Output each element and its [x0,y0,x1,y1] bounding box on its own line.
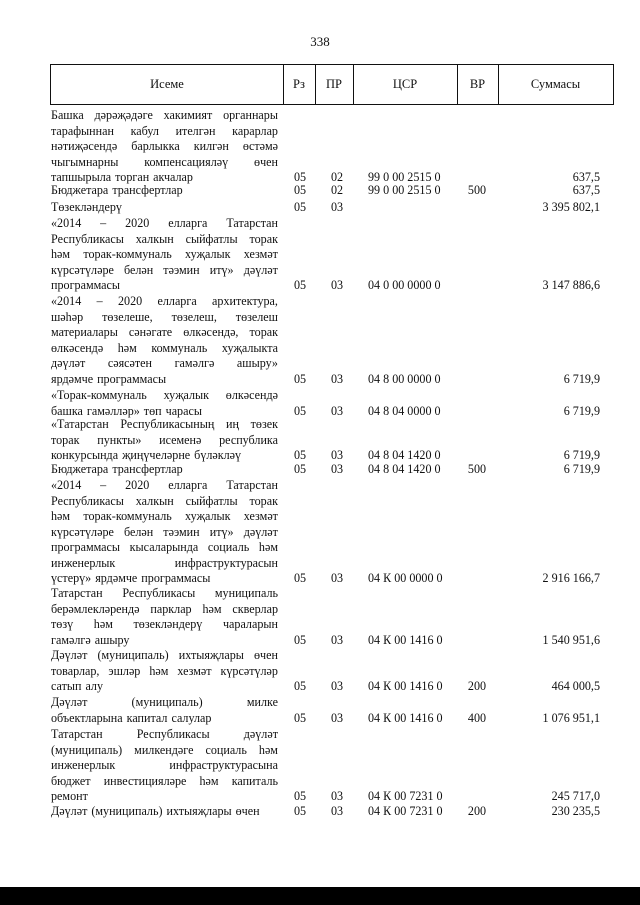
row-name-line: Республикасы халкын сыйфатлы торак [51,493,278,508]
row-name-line: күрсәтүләре белән тәэмин итү» дәүләт [51,524,278,539]
row-name-line: һәм торак-коммуналь хуҗалык хезмәт [51,247,278,261]
row-sum: 6 719,9 [563,462,600,476]
row-name-line: Дәүләт (муниципаль) милке [51,695,278,709]
row-rz: 05 [293,632,307,647]
row-name-line: тапшырыла торган акчалар [51,170,193,184]
row-name-line: (муниципаль) милкендәге социаль һәм [51,742,278,757]
row-name-line: инженерлык инфраструктурасын [51,555,278,570]
header-pr: ПР [326,77,342,91]
row-pr: 03 [330,632,344,647]
row-rz: 05 [293,789,307,803]
row-sum: 6 719,9 [563,371,600,386]
header-vr: ВР [469,77,486,91]
row-sum: 2 916 166,7 [542,571,600,585]
header-csr: ЦСР [392,77,418,91]
row-name [51,586,278,648]
row-name-line: башка гамәлләр» төп чарасы [51,403,202,418]
row-name-line: материалары сәнәгате өлкәсендә, торак [51,325,278,339]
row-vr: 200 [467,679,487,693]
row-name-line: шәһәр төзелеше, төзелеш, төзелеш [51,309,278,324]
row-sum: 3 395 802,1 [542,200,600,214]
row-pr: 03 [330,278,344,292]
row-name-line: Дәүләт (муниципаль) ихтыяҗлары өчен [51,804,260,818]
row-csr: 04 К 00 1416 0 [368,710,443,725]
row-name [51,462,278,478]
row-name-line: конкурсында җиңүчеләрне бүләкләү [51,448,242,462]
header-name: Исеме [150,77,184,91]
row-name [51,216,278,294]
row-rz: 05 [293,371,307,386]
row-name [51,417,278,464]
row-name-line: өлкәсендә һәм коммуналь хуҗалыкта [51,340,278,355]
row-vr: 500 [467,462,487,476]
row-vr: 400 [467,710,487,725]
row-sum: 464 000,5 [551,679,600,693]
row-name-line: ярдәмче программасы [51,371,167,386]
row-name-line: торак пункты» исеменә республика [51,432,278,447]
row-name-line: бюджет инвестицияләре һәм капиталь [51,773,278,788]
row-name [51,183,278,199]
row-name [51,695,278,726]
row-csr: 04 8 00 0000 0 [368,371,441,386]
row-name-line: «Торак-коммуналь хуҗалык өлкәсендә [51,388,278,402]
row-name-line: сатып алу [51,679,104,693]
page-number: 338 [310,34,330,49]
row-sum: 245 717,0 [551,789,600,803]
row-name-line: һәм торак-коммуналь хуҗалык хезмәт [51,509,278,523]
row-sum: 6 719,9 [563,448,600,462]
row-sum: 230 235,5 [551,804,600,818]
row-name [51,108,278,186]
row-csr: 04 К 00 7231 0 [368,789,443,803]
row-pr: 02 [330,183,344,197]
row-pr: 03 [330,679,344,693]
row-rz: 05 [293,403,307,418]
row-csr: 04 8 04 1420 0 [368,462,441,476]
row-pr: 03 [330,804,344,818]
row-name-line: нәтиҗәсендә барлыкка килгән өстәмә [51,139,278,153]
row-name-line: чыгымнарны компенсацияләү өчен [51,154,278,169]
row-name-line: тарафыннан кабул ителгән карарлар [51,123,278,138]
row-name-line: ремонт [51,789,88,803]
row-name-line: Татарстан Республикасы дәүләт [51,727,278,741]
row-csr: 04 К 00 1416 0 [368,632,443,647]
row-sum: 1 540 951,6 [542,632,600,647]
row-name-line: Дәүләт (муниципаль) ихтыяҗлары өчен [51,648,278,662]
row-name [51,727,278,805]
row-csr: 04 К 00 0000 0 [368,571,443,585]
row-pr: 02 [330,170,344,184]
row-name-line: берәмлекләрендә парклар һәм скверлар [51,601,278,616]
row-name [51,648,278,695]
row-name-line: гамәлгә ашыру [51,632,130,647]
row-sum: 3 147 886,6 [542,278,600,292]
row-pr: 03 [330,462,344,476]
row-name-line: «2014 – 2020 елларга Татарстан [51,216,278,230]
row-name-line: Республикасы халкын сыйфатлы торак [51,231,278,246]
row-rz: 05 [293,804,307,818]
row-rz: 05 [293,710,307,725]
row-name-line: Татарстан Республикасы муниципаль [51,586,278,600]
row-name-line: инженерлык инфраструктурасына [51,758,278,772]
row-rz: 05 [293,278,307,292]
row-csr: 04 К 00 7231 0 [368,804,443,818]
row-name-line: «Татарстан Республикасының иң төзек [51,417,278,431]
row-rz: 05 [293,170,307,184]
row-pr: 03 [330,371,344,386]
row-name [51,388,278,419]
row-rz: 05 [293,448,307,462]
row-pr: 03 [330,403,344,418]
row-name-line: төзү һәм төзекләндерү чараларын [51,617,278,631]
row-csr: 99 0 00 2515 0 [368,183,441,197]
row-name [51,200,278,216]
row-name-line: товарлар, эшләр һәм хезмәт күрсәтүләр [51,663,278,678]
header-sum: Суммасы [530,77,581,91]
row-rz: 05 [293,679,307,693]
scan-edge [0,887,640,905]
row-sum: 1 076 951,1 [542,710,600,725]
row-name [51,478,278,587]
row-rz: 05 [293,200,307,214]
row-pr: 03 [330,789,344,803]
row-csr: 04 0 00 0000 0 [368,278,441,292]
row-pr: 03 [330,200,344,214]
row-name-line: программасы кысаларында социаль һәм [51,540,278,554]
row-name-line: «2014 – 2020 елларга архитектура, [51,294,278,308]
row-name-line: күрсәтүләре белән тәэмин итү» дәүләт [51,262,278,277]
row-name-line: «2014 – 2020 елларга Татарстан [51,478,278,492]
row-rz: 05 [293,462,307,476]
row-pr: 03 [330,571,344,585]
row-csr: 04 8 04 1420 0 [368,448,441,462]
row-csr: 99 0 00 2515 0 [368,170,441,184]
row-pr: 03 [330,710,344,725]
row-rz: 05 [293,571,307,585]
row-pr: 03 [330,448,344,462]
row-name-line: объектларына капитал салулар [51,710,212,725]
row-name-line: Бюджетара трансфертлар [51,183,183,197]
row-rz: 05 [293,183,307,197]
row-name [51,804,278,820]
row-name-line: Бюджетара трансфертлар [51,462,183,476]
row-sum: 6 719,9 [563,403,600,418]
row-name-line: Башка дәрәҗәдәге хакимият органнары [51,108,278,122]
header-rz: Рз [293,77,305,91]
row-sum: 637,5 [572,183,600,197]
table-header [50,64,614,105]
row-csr: 04 К 00 1416 0 [368,679,443,693]
row-name-line: Төзекләндерү [51,200,122,214]
row-sum: 637,5 [572,170,600,184]
row-vr: 500 [467,183,487,197]
row-vr: 200 [467,804,487,818]
row-csr: 04 8 04 0000 0 [368,403,441,418]
row-name-line: дәүләт сәясәтен гамәлгә ашыру» [51,356,278,370]
row-name [51,294,278,387]
row-name-line: үстерү» ярдәмче программасы [51,571,211,585]
row-name-line: программасы [51,278,121,292]
